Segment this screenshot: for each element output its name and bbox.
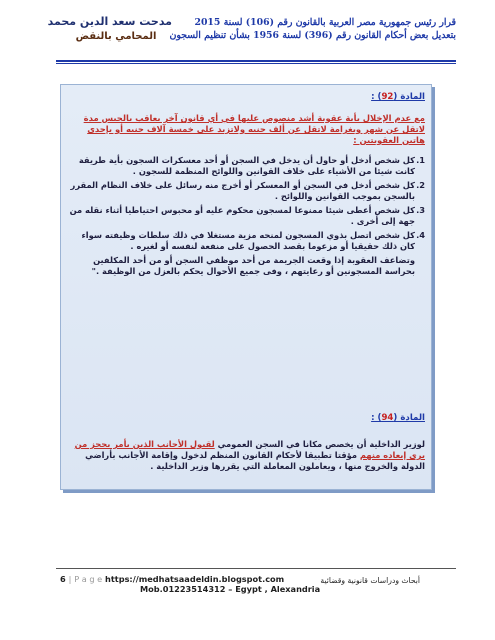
article-label: المادة ( xyxy=(393,92,425,102)
article-94-text-start: لوزير الداخلية أن يخصص مكانا في السجن العمومي xyxy=(214,439,425,449)
article-92-items xyxy=(67,155,425,277)
article-number: 92 xyxy=(381,92,394,102)
header-rule xyxy=(56,60,456,62)
list-item xyxy=(67,155,425,177)
item-text: كل شخص أدخل في السجن أو المعسكر أو أخرج منه رسائل على خلاف النظام المقرر بالسجن بموجب القوانين واللوائح . xyxy=(70,180,415,201)
list-item xyxy=(67,180,425,202)
article-label-end: ) : xyxy=(371,92,382,102)
footer-rule xyxy=(56,568,456,569)
author-title: المحامي بالنقض xyxy=(75,31,157,42)
blog-link[interactable]: https://medhatsaadeldin.blogspot.com xyxy=(105,574,285,584)
item-number: 2. xyxy=(416,180,425,190)
footer-left xyxy=(60,574,321,594)
list-item xyxy=(67,230,425,252)
page-number: 6 xyxy=(60,574,66,584)
author-name: مدحت سعد الدين محمد xyxy=(47,15,172,28)
article-number: 94 xyxy=(381,413,394,423)
decree-heading-line-1: قرار رئيس جمهورية مصر العربية بالقانون رقم (106) لسنة 2015 xyxy=(194,17,456,28)
footer-right: أبحاث ودراسات قانونية وقضائية xyxy=(320,576,420,585)
item-text: كل شخص أدخل أو حاول أن يدخل في السجن أو أحد معسكرات السجون بأية طريقة كانت شيئا من الأشياء على خلاف القوانين واللوائح المنظمة للسجون . xyxy=(78,155,415,176)
article-94-heading xyxy=(371,413,425,423)
item-number: 4. xyxy=(416,230,425,240)
item-number: 3. xyxy=(416,205,425,215)
contact-info: Mob.01223514312 – Egypt , Alexandria xyxy=(140,584,321,594)
author-block xyxy=(47,14,172,44)
article-92-intro: مع عدم الإخلال بأية عقوبة أشد منصوص عليها في أي قانون آخر يعاقب بالحبس مدة لاتقل عن شهر وبغرامة لاتقل عن ألف جنيه ولاتزيد على خمسة آلاف جنيه أو بإحدى هاتين العقوبتين : xyxy=(83,113,425,145)
article-94-text-end: مؤقتا تطبيقا لأحكام القانون المنظم لدخول وإقامة الأجانب بأراضي الدولة والخروج منها ، ويعاملون المعاملة التي يقررها وزير الداخلية . xyxy=(85,450,425,471)
footer-separator: | xyxy=(68,574,72,584)
page-label: P a g e xyxy=(74,574,103,584)
content-box xyxy=(60,84,432,490)
article-label-end: ) : xyxy=(371,413,382,423)
item-number: 1. xyxy=(416,155,425,165)
decree-heading-line-2: بتعديل بعض أحكام القانون رقم (396) لسنة 1956 بشأن تنظيم السجون xyxy=(169,30,456,41)
list-item xyxy=(67,205,425,227)
article-92-heading xyxy=(371,92,425,102)
article-94-text xyxy=(67,439,425,472)
article-92-penalty-note: وتضاعف العقوبة إذا وقعت الجريمة من أحد موظفي السجن أو من أحد المكلفين بحراسة المسجونين أو رعايتهم ، وفى جميع الأحوال يحكم بالعزل من الوظيفة ." xyxy=(91,255,415,276)
decree-heading xyxy=(169,16,456,42)
article-label: المادة ( xyxy=(393,413,425,423)
item-text: كل شخص أعطى شيئا ممنوعا لمسجون محكوم عليه أو محبوس احتياطيا أثناء نقله من جهة إلى أخرى . xyxy=(69,205,415,226)
article-94-highlight: لقبول الأجانب الذين يأمر بحجز من يرى إبعاده منهم xyxy=(74,439,425,460)
item-text: كل شخص اتصل بذوي المسجون لمنحه مزية مستغلا في ذلك سلطات وظيفته سواء كان ذلك حقيقيا أو مزعوما بقصد الحصول على منفعة لنفسه أو لغيره . xyxy=(81,230,415,251)
header-rule-thin xyxy=(56,63,456,64)
